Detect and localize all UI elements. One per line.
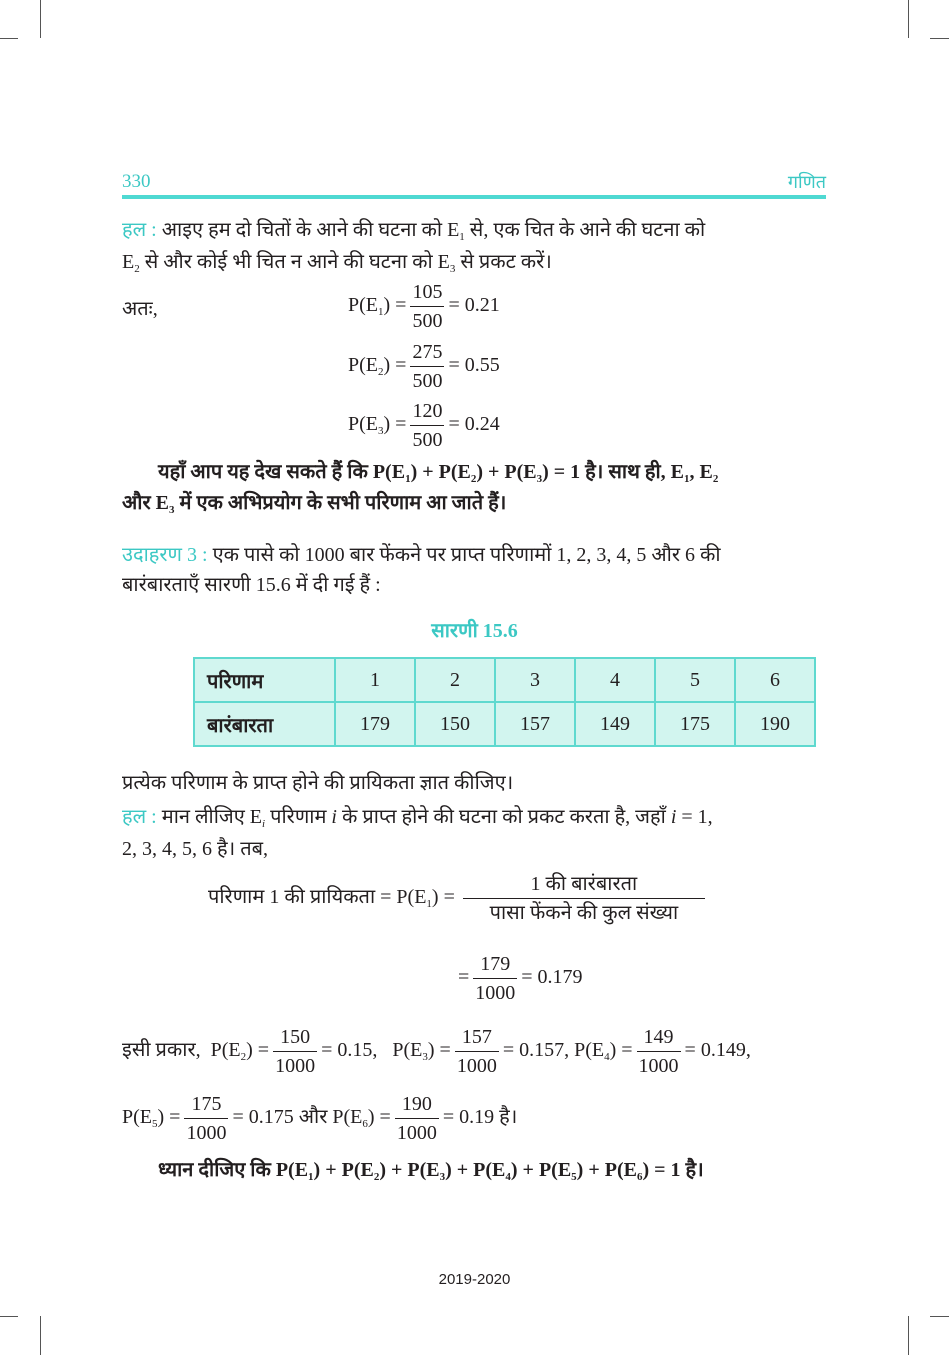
table-cell: 1	[335, 658, 415, 702]
crop-mark	[930, 38, 949, 39]
row-header: बारंबारता	[194, 702, 335, 746]
subject-title: गणित	[787, 172, 826, 192]
crop-mark	[908, 0, 909, 38]
crop-mark	[0, 1316, 18, 1317]
equation-e3: $P(E_3)$ = $\frac{120}{500}$ = 0.24	[348, 400, 500, 451]
table-cell: 179	[335, 702, 415, 746]
table-row-outcome	[194, 658, 815, 702]
crop-mark	[930, 1316, 949, 1317]
probability-formula: परिणाम 1 की प्रायिकता = $P(E_1)$ = $\frac{\text{1 की बारंबारता}}{\text{पासा फेंकने की कुल संख्या}}$	[208, 872, 707, 925]
table-cell: 5	[655, 658, 735, 702]
page-number: 330	[122, 171, 151, 192]
table-cell: 157	[495, 702, 575, 746]
probability-result: = $\frac{179}{1000}$ = 0.179	[458, 953, 583, 1004]
table-row-frequency	[194, 702, 815, 746]
frequency-table	[193, 657, 816, 747]
therefore-label: अतः,	[122, 298, 158, 320]
example-label: उदाहरण 3 :	[122, 544, 208, 566]
table-cell: 3	[495, 658, 575, 702]
crop-mark	[0, 38, 18, 39]
table-cell: 6	[735, 658, 815, 702]
similar-line-1: इसी प्रकार, $P(E_2)$ = $\frac{150}{1000}$ = 0.15, $P(E_3)$ = $\frac{157}{1000}$ = 0.157, $P(E_4)$ = $\frac{149}{1000}$ = 0.149,	[122, 1026, 751, 1077]
solution2-line-2: 2, 3, 4, 5, 6 है। तब,	[122, 838, 269, 860]
note-line-1: यहाँ आप यह देख सकते हैं कि $P(E_1) + P(E_2) + P(E_3) = 1$ है। साथ ही, $E_1$, $E_2$	[158, 461, 719, 485]
crop-mark	[40, 0, 41, 38]
solution-line-1: हल : आइए हम दो चितों के आने की घटना को $E_1$ से, एक चित के आने की घटना को	[122, 219, 706, 243]
table-cell: 175	[655, 702, 735, 746]
table-cell: 190	[735, 702, 815, 746]
table-cell: 150	[415, 702, 495, 746]
table-cell: 2	[415, 658, 495, 702]
solution2-line-1: हल : मान लीजिए $E_i$ परिणाम i के प्राप्त होने की घटना को प्रकट करता है, जहाँ i = 1,	[122, 806, 713, 830]
table-cell: 149	[575, 702, 655, 746]
solution-label: हल :	[122, 806, 157, 828]
example-line-2: बारंबारताएँ सारणी 15.6 में दी गई हैं :	[122, 574, 381, 596]
footer-year: 2019-2020	[438, 1271, 511, 1288]
table-caption: सारणी 15.6	[431, 620, 518, 642]
example-line-1: उदाहरण 3 : एक पासे को 1000 बार फेंकने पर प्राप्त परिणामों 1, 2, 3, 4, 5 और 6 की	[122, 544, 721, 566]
crop-mark	[908, 1316, 909, 1355]
crop-mark	[40, 1316, 41, 1355]
header-rule	[122, 195, 826, 199]
solution-line-2: $E_2$ से और कोई भी चित न आने की घटना को $E_3$ से प्रकट करें।	[122, 251, 552, 275]
note-sum: ध्यान दीजिए कि $P(E_1) + P(E_2) + P(E_3) + P(E_4) + P(E_5) + P(E_6) = 1$ है।	[158, 1159, 704, 1183]
similar-line-2: $P(E_5)$ = $\frac{175}{1000}$ = 0.175 और $P(E_6)$ = $\frac{190}{1000}$ = 0.19 है।	[122, 1093, 518, 1144]
table-cell: 4	[575, 658, 655, 702]
equation-e1: $P(E_1)$ = $\frac{105}{500}$ = 0.21	[348, 281, 500, 332]
note-line-2: और $E_3$ में एक अभिप्रयोग के सभी परिणाम आ जाते हैं।	[122, 492, 507, 516]
row-header: परिणाम	[194, 658, 335, 702]
question-text: प्रत्येक परिणाम के प्राप्त होने की प्रायिकता ज्ञात कीजिए।	[122, 772, 514, 794]
equation-e2: $P(E_2)$ = $\frac{275}{500}$ = 0.55	[348, 341, 500, 392]
solution-label: हल :	[122, 219, 157, 241]
